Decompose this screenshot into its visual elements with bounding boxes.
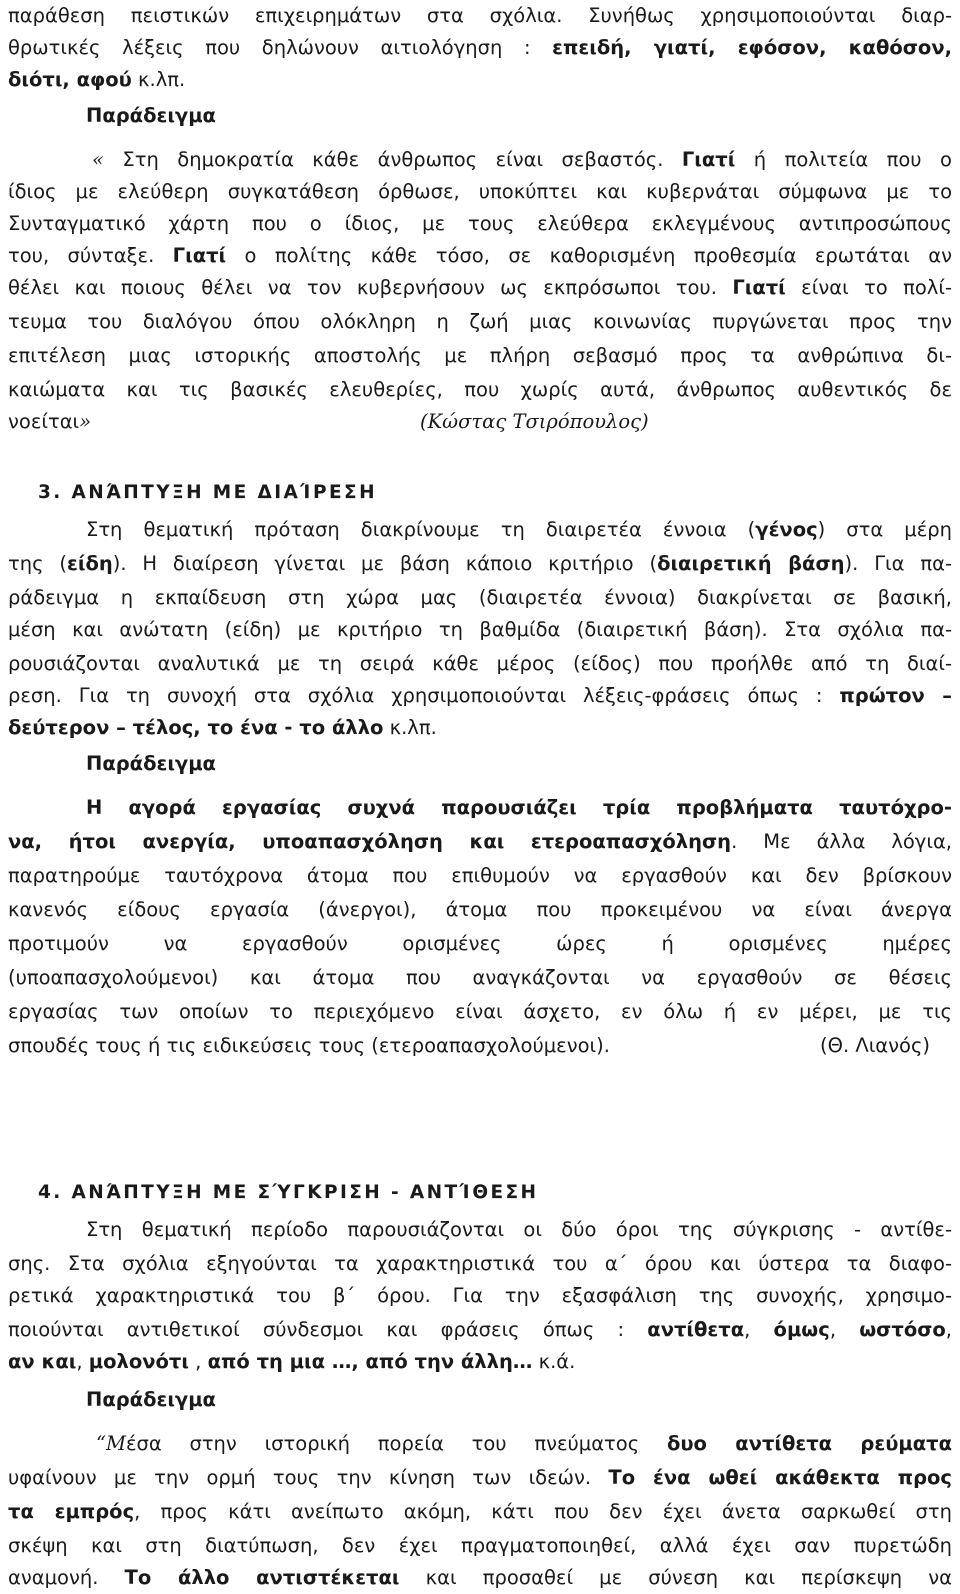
paragraph-line: διότι, αφού κ.λπ.: [8, 68, 186, 91]
quote-line: του, σύνταξε. Γιατί ο πολίτης κάθε τόσο, σε καθορισμένη προθεσμία ερωτάται αν: [8, 244, 953, 267]
paragraph-line: ρεση. Για τη συνοχή στα σχόλια χρησιμοποιούνται λέξεις-φράσεις όπως : πρώτον –: [8, 684, 953, 707]
paragraph-line: μέση και ανώτατη (είδη) με κριτήριο τη βαθμίδα (διαιρετική βάση). Στα σχόλια πα-: [8, 618, 952, 641]
paragraph-line: Στη θεματική πρόταση διακρίνουμε τη διαιρετέα έννοια (γένος) στα μέρη: [86, 518, 952, 541]
quote-author: (Κώστας Τσιρόπουλος): [420, 410, 649, 433]
example-line: υφαίνουν με την ορμή τους την κίνηση των ιδεών. Το ένα ωθεί ακάθεκτα προς: [8, 1466, 952, 1489]
paragraph-line: ρετικά χαρακτηριστικά του β΄ όρου. Για την εξασφάλιση της συνοχής, χρησιμο-: [8, 1284, 952, 1307]
quote-line: καιώματα και τις βασικές ελευθερίες, που χωρίς αυτά, άνθρωπος αυθεντικός δε: [8, 378, 952, 401]
section-heading: 3. ΑΝΆΠΤΥΞΗ ΜΕ ΔΙΑΊΡΕΣΗ: [38, 482, 377, 503]
example-author: (Θ. Λιανός): [820, 1034, 931, 1057]
quote-line: θέλει και ποιους θέλει να τον κυβερνήσουν ως εκπρόσωποι του. Γιατί είναι το πολί-: [8, 276, 952, 299]
section-heading: 4. ΑΝΆΠΤΥΞΗ ΜΕ ΣΎΓΚΡΙΣΗ - ΑΝΤΊΘΕΣΗ: [38, 1182, 539, 1203]
paragraph-line: αν και, μολονότι , από τη μια …, από την άλλη… κ.ά.: [8, 1350, 576, 1373]
quote-line: ίδιος με ελεύθερη συγκατάθεση όρθωσε, υποκύπτει και κυβερνάται σύμφωνα με το: [8, 180, 952, 203]
paragraph-line: Στη θεματική περίοδο παρουσιάζονται οι δύο όροι της σύγκρισης - αντίθε-: [86, 1218, 952, 1241]
example-line: παρατηρούμε ταυτόχρονα άτομα που επιθυμούν να εργασθούν και δεν βρίσκουν: [8, 864, 952, 887]
paragraph-line: δεύτερον – τέλος, το ένα - το άλλο κ.λπ.: [8, 716, 437, 739]
example-line: σκέψη και στη διατύπωση, δεν έχει πραγματοποιηθεί, αλλά έχει σαν πυρετώδη: [8, 1534, 952, 1557]
quote-line: « Στη δημοκρατία κάθε άνθρωπος είναι σεβαστός. Γιατί ή πολιτεία που ο: [92, 148, 952, 171]
paragraph-line: παράθεση πειστικών επιχειρημάτων στα σχόλια. Συνήθως χρησιμοποιούνται διαρ-: [8, 4, 952, 27]
example-line: σπουδές τους ή τις ειδικεύσεις τους (ετεροαπασχολούμενοι).: [8, 1034, 610, 1057]
quote-line: επιτέλεση μιας ιστορικής αποστολής με πλήρη σεβασμό προς τα ανθρώπινα δι-: [8, 344, 952, 367]
paragraph-line: ράδειγμα η εκπαίδευση στη χώρα μας (διαιρετέα έννοια) διακρίνεται σε βασική,: [8, 586, 952, 609]
paragraph-line: σης. Στα σχόλια εξηγούνται τα χαρακτηριστικά του α΄ όρου και ύστερα τα διαφο-: [8, 1252, 952, 1275]
paragraph-line: θρωτικές λέξεις που δηλώνουν αιτιολόγηση : επειδή, γιατί, εφόσον, καθόσον,: [8, 36, 953, 59]
example-line: εργασίας των οποίων το περιεχόμενο είναι άσχετο, εν όλω ή εν μέρει, με τις: [8, 1000, 952, 1023]
example-label: Παράδειγμα: [86, 1388, 216, 1411]
paragraph-line: της (είδη). Η διαίρεση γίνεται με βάση κάποιο κριτήριο (διαιρετική βάση). Για πα-: [8, 552, 953, 575]
paragraph-line: ποιούνται αντιθετικοί σύνδεσμοι και φράσεις όπως : αντίθετα, όμως, ωστόσο,: [8, 1318, 952, 1341]
quote-line: Συνταγματικό χάρτη που ο ίδιος, με τους ελεύθερα εκλεγμένους αντιπροσώπους: [8, 212, 952, 235]
example-line: Η αγορά εργασίας συχνά παρουσιάζει τρία προβλήματα ταυτόχρο-: [86, 796, 952, 819]
example-line: κανενός είδους εργασία (άνεργοι), άτομα που προκειμένου να είναι άνεργα: [8, 898, 952, 921]
example-line: προτιμούν να εργασθούν ορισμένες ώρες ή ορισμένες ημέρες: [8, 932, 952, 955]
example-label: Παράδειγμα: [86, 752, 216, 775]
example-line: να, ήτοι ανεργία, υποαπασχόληση και ετεροαπασχόληση. Με άλλα λόγια,: [8, 830, 952, 853]
quote-line: νοείται»: [8, 410, 92, 433]
example-line: (υποαπασχολούμενοι) και άτομα που αναγκάζονται να εργασθούν σε θέσεις: [8, 966, 952, 989]
example-line: “Μέσα στην ιστορική πορεία του πνεύματος δυο αντίθετα ρεύματα: [96, 1432, 952, 1455]
paragraph-line: ρουσιάζονται αναλυτικά με τη σειρά κάθε μέρος (είδος) που προήλθε από τη διαί-: [8, 652, 952, 675]
quote-line: τευμα του διαλόγου όπου ολόκληρη η ζωή μιας κοινωνίας πυργώνεται προς την: [8, 310, 952, 333]
example-line: αναμονή. Το άλλο αντιστέκεται και προσαθεί με σύνεση και περίσκεψη να: [8, 1566, 953, 1589]
example-line: τα εμπρός, προς κάτι ανείπωτο ακόμη, κάτι που δεν έχει άνετα σαρκωθεί στη: [8, 1500, 952, 1523]
example-label: Παράδειγμα: [86, 104, 216, 127]
